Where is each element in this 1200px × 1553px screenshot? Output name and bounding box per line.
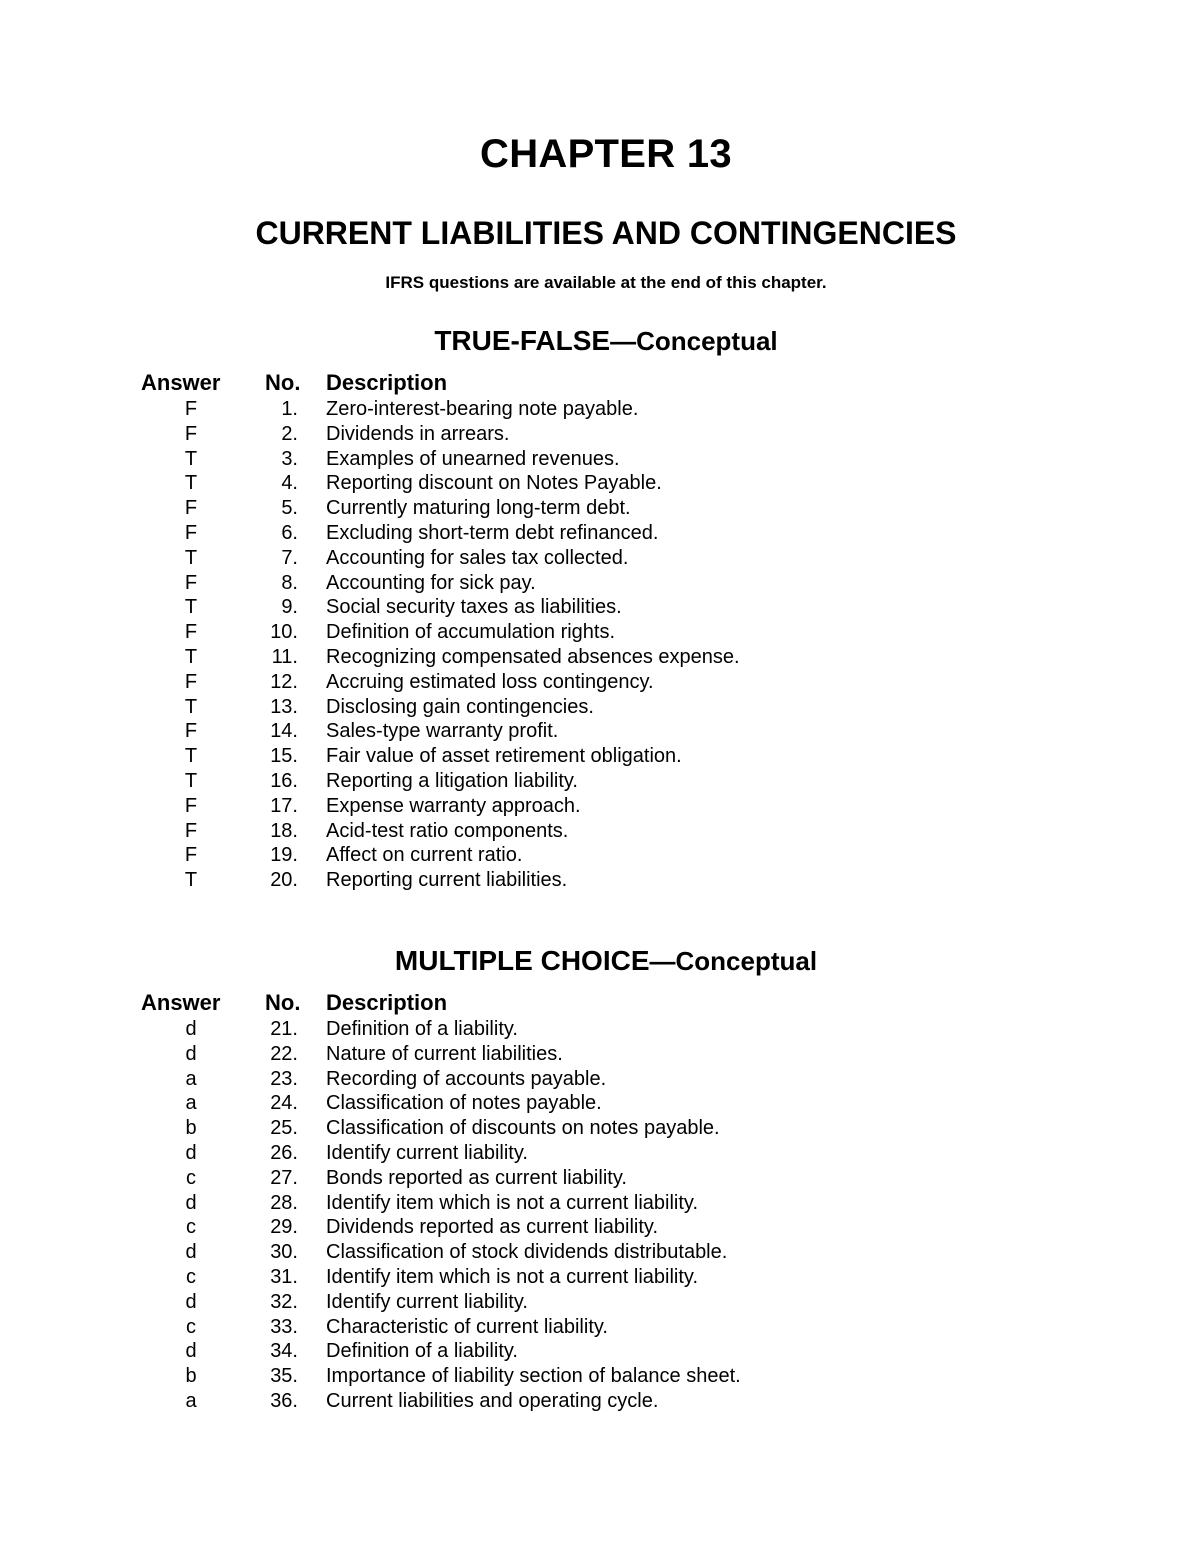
table-row xyxy=(0,1116,1200,1141)
description-cell: Accounting for sales tax collected. xyxy=(326,546,629,569)
description-column-header: Description xyxy=(326,370,448,395)
table-row xyxy=(0,645,1200,670)
answer-cell: F xyxy=(184,398,198,420)
number-cell: 4. xyxy=(281,472,298,495)
answer-cell: F xyxy=(184,497,198,520)
number-cell: 20. xyxy=(270,869,298,892)
number-cell: 5. xyxy=(281,497,298,520)
description-cell: Acid-test ratio components. xyxy=(326,819,569,842)
number-cell: 13. xyxy=(270,695,298,718)
number-cell: 19. xyxy=(270,844,298,867)
answer-cell: c xyxy=(186,1166,196,1189)
description-cell: Nature of current liabilities. xyxy=(326,1042,563,1065)
number-cell: 21. xyxy=(270,1018,298,1040)
description-cell: Recording of accounts payable. xyxy=(326,1067,607,1090)
description-cell: Accruing estimated loss contingency. xyxy=(326,670,654,693)
table-row xyxy=(0,744,1200,769)
number-cell: 33. xyxy=(270,1315,298,1338)
description-cell: Disclosing gain contingencies. xyxy=(326,695,594,718)
description-cell: Identify current liability. xyxy=(326,1290,528,1313)
table-row xyxy=(0,595,1200,620)
description-cell: Examples of unearned revenues. xyxy=(326,447,620,470)
number-cell: 12. xyxy=(270,670,298,693)
number-cell: 9. xyxy=(281,596,298,619)
answer-cell: a xyxy=(185,1389,197,1412)
answer-column-header: Answer xyxy=(141,370,221,395)
table-row xyxy=(0,397,1200,422)
number-cell: 16. xyxy=(270,769,298,792)
chapter-subtitle: CURRENT LIABILITIES AND CONTINGENCIES xyxy=(255,215,957,251)
description-cell: Identify current liability. xyxy=(326,1141,528,1164)
number-cell: 7. xyxy=(281,546,298,569)
answer-cell: d xyxy=(185,1241,197,1264)
description-cell: Expense warranty approach. xyxy=(326,794,581,817)
answer-cell: a xyxy=(185,1092,197,1115)
description-cell: Identify item which is not a current liability. xyxy=(326,1265,699,1288)
description-cell: Characteristic of current liability. xyxy=(326,1315,608,1338)
number-cell: 35. xyxy=(270,1365,298,1388)
description-cell: Currently maturing long-term debt. xyxy=(326,497,631,520)
description-cell: Bonds reported as current liability. xyxy=(326,1166,627,1189)
number-cell: 15. xyxy=(270,745,298,768)
table-row xyxy=(0,546,1200,571)
answer-cell: d xyxy=(185,1191,197,1214)
table-row xyxy=(0,1364,1200,1389)
answer-cell: b xyxy=(185,1117,197,1140)
multiple-choice-heading-main: MULTIPLE CHOICE xyxy=(394,945,650,976)
multiple-choice-heading-sub: Conceptual xyxy=(675,946,818,976)
description-cell: Dividends in arrears. xyxy=(326,422,510,445)
answer-cell: F xyxy=(184,422,198,445)
table-row xyxy=(0,769,1200,794)
answer-cell: T xyxy=(184,447,198,470)
number-cell: 23. xyxy=(270,1067,298,1090)
table-row xyxy=(0,620,1200,645)
number-cell: 32. xyxy=(270,1290,298,1313)
table-row xyxy=(0,1290,1200,1315)
number-column-header: No. xyxy=(265,370,301,395)
description-cell: Current liabilities and operating cycle. xyxy=(326,1389,659,1412)
number-cell: 11. xyxy=(271,645,298,668)
answer-cell: T xyxy=(184,745,198,768)
number-cell: 36. xyxy=(270,1389,298,1412)
true-false-heading xyxy=(0,322,1200,365)
chapter-title: CHAPTER 13 xyxy=(480,132,732,176)
answer-cell: F xyxy=(184,571,198,594)
table-row xyxy=(0,1042,1200,1067)
answer-cell: T xyxy=(184,769,198,792)
answer-cell: F xyxy=(184,670,198,693)
answer-cell: b xyxy=(185,1365,197,1388)
table-row xyxy=(0,843,1200,868)
answer-cell: c xyxy=(186,1315,196,1338)
answer-cell: d xyxy=(185,1042,197,1065)
number-cell: 31. xyxy=(270,1265,298,1288)
number-cell: 25. xyxy=(270,1117,298,1140)
answer-cell: d xyxy=(185,1141,197,1164)
table-row xyxy=(0,422,1200,447)
number-cell: 34. xyxy=(270,1340,298,1363)
number-cell: 10. xyxy=(270,621,298,644)
description-cell: Definition of accumulation rights. xyxy=(326,621,616,644)
number-cell: 30. xyxy=(270,1241,298,1264)
number-cell: 14. xyxy=(270,720,298,743)
true-false-rows xyxy=(0,397,1200,893)
description-cell: Classification of notes payable. xyxy=(326,1092,602,1115)
description-column-header: Description xyxy=(326,990,448,1015)
description-cell: Classification of discounts on notes payable. xyxy=(326,1117,720,1140)
description-cell: Reporting discount on Notes Payable. xyxy=(326,472,662,495)
table-row xyxy=(0,1265,1200,1290)
number-cell: 1. xyxy=(281,398,298,420)
answer-cell: F xyxy=(184,794,198,817)
table-row xyxy=(0,695,1200,720)
multiple-choice-heading-dash: — xyxy=(649,946,676,976)
true-false-heading-sub: Conceptual xyxy=(636,326,778,356)
true-false-heading-dash: — xyxy=(610,326,637,356)
multiple-choice-rows xyxy=(0,1017,1200,1414)
table-row xyxy=(0,794,1200,819)
answer-cell: c xyxy=(186,1216,196,1239)
table-row xyxy=(0,1215,1200,1240)
answer-cell: a xyxy=(185,1067,197,1090)
table-row xyxy=(0,868,1200,893)
description-cell: Identify item which is not a current liability. xyxy=(326,1191,699,1214)
answer-cell: T xyxy=(184,596,198,619)
description-cell: Social security taxes as liabilities. xyxy=(326,596,622,619)
table-row xyxy=(0,447,1200,472)
answer-cell: F xyxy=(184,844,198,867)
number-cell: 6. xyxy=(281,521,298,544)
table-row xyxy=(0,471,1200,496)
description-cell: Excluding short-term debt refinanced. xyxy=(326,521,659,544)
table-row xyxy=(0,571,1200,596)
answer-cell: T xyxy=(184,546,198,569)
answer-cell: T xyxy=(184,645,198,668)
answer-cell: F xyxy=(184,621,198,644)
multiple-choice-heading xyxy=(0,942,1200,985)
table-row xyxy=(0,1166,1200,1191)
description-cell: Definition of a liability. xyxy=(326,1340,518,1363)
number-cell: 26. xyxy=(270,1141,298,1164)
table-row xyxy=(0,1017,1200,1042)
description-cell: Importance of liability section of balance sheet. xyxy=(326,1365,741,1388)
answer-cell: T xyxy=(184,695,198,718)
table-row xyxy=(0,1091,1200,1116)
number-cell: 3. xyxy=(281,447,298,470)
table-row xyxy=(0,1067,1200,1092)
number-cell: 18. xyxy=(270,819,298,842)
table-row xyxy=(0,1191,1200,1216)
description-cell: Recognizing compensated absences expense. xyxy=(326,645,740,668)
answer-cell: T xyxy=(184,869,198,892)
number-column-header: No. xyxy=(265,990,301,1015)
description-cell: Fair value of asset retirement obligation. xyxy=(326,745,682,768)
table-row xyxy=(0,496,1200,521)
table-row xyxy=(0,1141,1200,1166)
number-cell: 2. xyxy=(281,422,298,445)
table-row xyxy=(0,719,1200,744)
table-row xyxy=(0,819,1200,844)
answer-cell: F xyxy=(184,819,198,842)
table-row xyxy=(0,1240,1200,1265)
answer-cell: F xyxy=(184,720,198,743)
number-cell: 27. xyxy=(270,1166,298,1189)
number-cell: 29. xyxy=(270,1216,298,1239)
answer-cell: F xyxy=(184,521,198,544)
true-false-heading-main: TRUE-FALSE xyxy=(434,325,611,356)
ifrs-note: IFRS questions are available at the end of this chapter. xyxy=(385,273,827,292)
answer-cell: d xyxy=(185,1018,197,1040)
description-cell: Classification of stock dividends distributable. xyxy=(326,1241,728,1264)
table-row xyxy=(0,1389,1200,1414)
answer-cell: T xyxy=(184,472,198,495)
answer-cell: c xyxy=(186,1265,196,1288)
description-cell: Definition of a liability. xyxy=(326,1018,518,1040)
number-cell: 28. xyxy=(270,1191,298,1214)
number-cell: 17. xyxy=(270,794,298,817)
description-cell: Reporting a litigation liability. xyxy=(326,769,578,792)
description-cell: Zero-interest-bearing note payable. xyxy=(326,398,639,420)
description-cell: Accounting for sick pay. xyxy=(326,571,536,594)
number-cell: 8. xyxy=(281,571,298,594)
description-cell: Affect on current ratio. xyxy=(326,844,523,867)
table-row xyxy=(0,1315,1200,1340)
answer-cell: d xyxy=(185,1290,197,1313)
number-cell: 22. xyxy=(270,1042,298,1065)
description-cell: Sales-type warranty profit. xyxy=(326,720,559,743)
table-row xyxy=(0,521,1200,546)
number-cell: 24. xyxy=(270,1092,298,1115)
description-cell: Reporting current liabilities. xyxy=(326,869,568,892)
table-row xyxy=(0,670,1200,695)
answer-cell: d xyxy=(185,1340,197,1363)
description-cell: Dividends reported as current liability. xyxy=(326,1216,659,1239)
answer-column-header: Answer xyxy=(141,990,221,1015)
table-row xyxy=(0,1339,1200,1364)
